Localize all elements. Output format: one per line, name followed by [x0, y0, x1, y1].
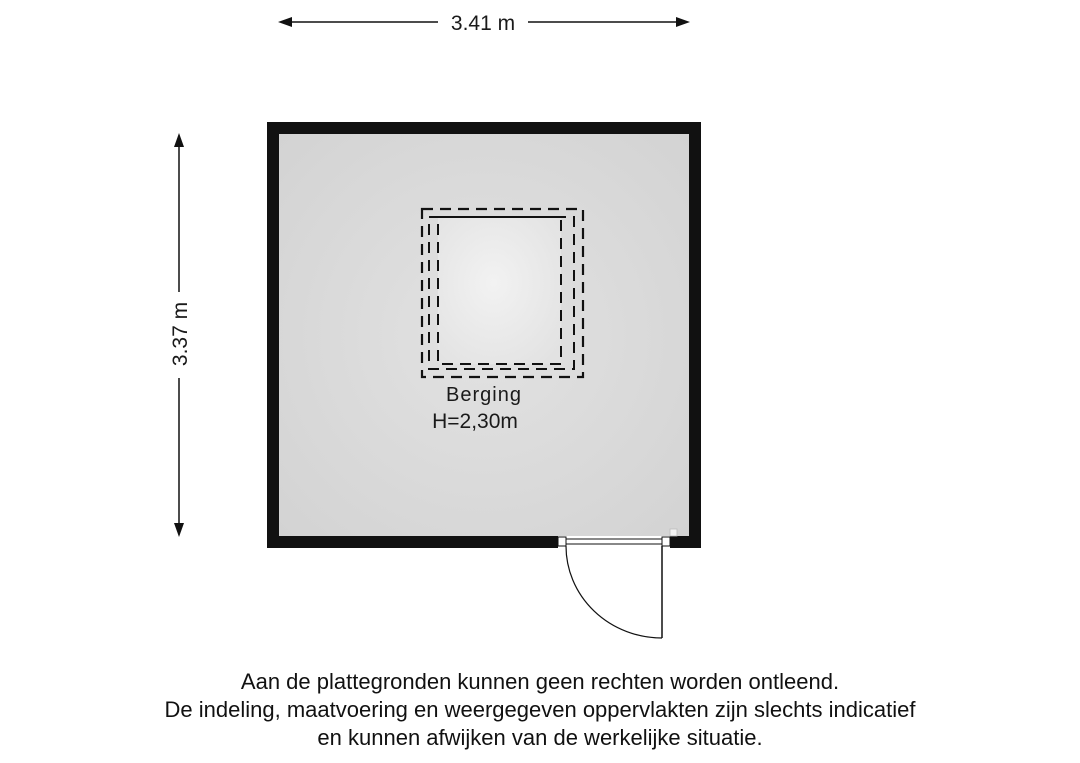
disclaimer-line: en kunnen afwijken van de werkelijke situatie. [317, 725, 763, 750]
arrow-right-icon [676, 17, 690, 27]
room-height: H=2,30m [432, 410, 518, 433]
room-name: Berging [446, 384, 522, 406]
arrow-up-icon [174, 133, 184, 147]
corner-marker [670, 529, 677, 536]
arrow-down-icon [174, 523, 184, 537]
door-swing-arc [566, 546, 662, 638]
room [267, 122, 701, 638]
arrow-left-icon [278, 17, 292, 27]
door-frame-right [662, 537, 670, 546]
width-label: 3.41 m [450, 12, 516, 35]
disclaimer [0, 668, 1080, 752]
height-dimension [169, 133, 192, 537]
skylight-glass [438, 217, 561, 364]
skylight [422, 209, 583, 377]
disclaimer-line: Aan de plattegronden kunnen geen rechten worden ontleend. [240, 669, 840, 694]
door-frame-left [558, 537, 566, 546]
door-opening [558, 536, 670, 548]
width-dimension [278, 12, 690, 35]
disclaimer-line: De indeling, maatvoering en weergegeven oppervlakten zijn slechts indicatief [164, 697, 916, 722]
height-label: 3.37 m [169, 301, 192, 367]
